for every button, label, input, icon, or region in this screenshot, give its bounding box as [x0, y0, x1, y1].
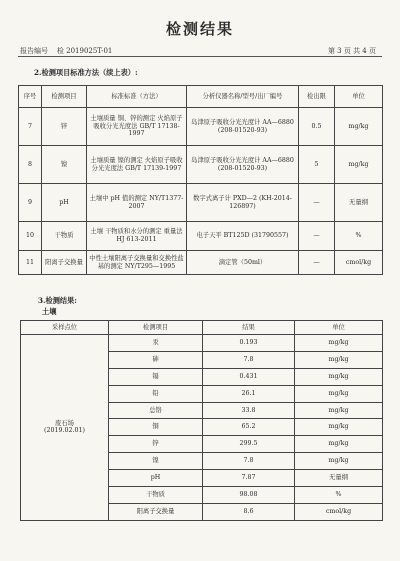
cell-method: 土壤质量 铜、锌的测定 火焰原子吸收分光光度法 GB/T 17138-1997: [87, 108, 187, 146]
section-3-subtitle: 土壤: [42, 307, 57, 316]
cell-item: 铅: [109, 385, 203, 402]
table-row: [19, 222, 383, 251]
cell-result: 7.8: [203, 351, 295, 368]
cell-unit: %: [295, 487, 383, 504]
cell-unit: mg/kg: [295, 402, 383, 419]
cell-item: 汞: [109, 335, 203, 352]
cell-limit: 5: [299, 146, 335, 184]
cell-item: 总铬: [109, 402, 203, 419]
results-table: [20, 320, 383, 521]
cell-method: 中性土壤阳离子交换量和交换性盐基的测定 NY/T295—1995: [87, 251, 187, 275]
cell-limit: 0.5: [299, 108, 335, 146]
cell-limit: —: [299, 184, 335, 222]
header-item: 检测项目: [42, 86, 87, 108]
cell-result: 65.2: [203, 419, 295, 436]
cell-result: 7.8: [203, 453, 295, 470]
cell-unit: 无量纲: [295, 470, 383, 487]
header-divider: [18, 56, 382, 57]
page-info: 第 3 页 共 4 页: [327, 47, 376, 55]
cell-item: 锌: [109, 436, 203, 453]
cell-item: 砷: [109, 351, 203, 368]
cell-instrument: 数字式离子计 PXD—2 (KH-2014-126897): [187, 184, 299, 222]
cell-result: 98.08: [203, 487, 295, 504]
header-result: 结果: [203, 321, 295, 335]
cell-unit: %: [335, 222, 383, 251]
cell-item: 镍: [42, 146, 87, 184]
cell-method: 土壤中 pH 值的测定 NY/T1377-2007: [87, 184, 187, 222]
cell-instrument: 电子天平 BT125D (31790557): [187, 222, 299, 251]
section-3-title: 3.检测结果:: [38, 296, 77, 305]
cell-result: 0.193: [203, 335, 295, 352]
cell-method: 土壤 干物质和水分的测定 重量法 HJ 613-2011: [87, 222, 187, 251]
cell-unit: mg/kg: [335, 108, 383, 146]
cell-result: 299.5: [203, 436, 295, 453]
methods-table: [18, 85, 383, 275]
header-no: 序号: [19, 86, 42, 108]
cell-unit: cmol/kg: [335, 251, 383, 275]
cell-no: 9: [19, 184, 42, 222]
cell-item: 干物质: [42, 222, 87, 251]
section-2-title: 2.检测项目标准方法（续上表）:: [34, 68, 138, 77]
cell-result: 26.1: [203, 385, 295, 402]
table-row: [19, 184, 383, 222]
cell-unit: mg/kg: [295, 419, 383, 436]
cell-result: 0.431: [203, 368, 295, 385]
results-header-row: [21, 321, 383, 335]
sampling-date: (2019.02.01): [44, 427, 85, 435]
sampling-location: 废石场: [55, 419, 74, 427]
cell-no: 8: [19, 146, 42, 184]
report-number-value: 检 2019025T-01: [56, 47, 113, 55]
cell-no: 10: [19, 222, 42, 251]
cell-result: 8.6: [203, 503, 295, 520]
header-unit: 单位: [335, 86, 383, 108]
cell-limit: —: [299, 222, 335, 251]
cell-unit: cmol/kg: [295, 503, 383, 520]
cell-item: pH: [42, 184, 87, 222]
cell-item: 干物质: [109, 487, 203, 504]
cell-unit: mg/kg: [295, 351, 383, 368]
table-row: [19, 251, 383, 275]
cell-item: pH: [109, 470, 203, 487]
cell-instrument: 岛津原子吸收分光光度计 AA—6880 (208-01520-93): [187, 108, 299, 146]
cell-unit: mg/kg: [295, 385, 383, 402]
cell-unit: mg/kg: [295, 453, 383, 470]
cell-result: 7.87: [203, 470, 295, 487]
cell-instrument: 岛津原子吸收分光光度计 AA—6880 (208-01520-93): [187, 146, 299, 184]
cell-result: 33.8: [203, 402, 295, 419]
cell-item: 锌: [42, 108, 87, 146]
cell-unit: mg/kg: [295, 368, 383, 385]
cell-method: 土壤质量 镍的测定 火焰原子吸收分光光度法 GB/T 17139-1997: [87, 146, 187, 184]
cell-unit: mg/kg: [295, 335, 383, 352]
cell-item: 铜: [109, 419, 203, 436]
cell-unit: mg/kg: [295, 436, 383, 453]
sampling-location-cell: [21, 335, 109, 521]
cell-item: 阳离子交换量: [42, 251, 87, 275]
report-number-label: 报告编号: [20, 47, 48, 55]
cell-no: 11: [19, 251, 42, 275]
cell-item: 镍: [109, 453, 203, 470]
methods-header-row: [19, 86, 383, 108]
header-unit: 单位: [295, 321, 383, 335]
page-title: 检测结果: [165, 20, 234, 38]
table-row: [19, 146, 383, 184]
cell-unit: 无量纲: [335, 184, 383, 222]
table-row: [21, 335, 383, 352]
cell-item: 镉: [109, 368, 203, 385]
header-instrument: 分析仪器名称/型号/出厂编号: [187, 86, 299, 108]
cell-item: 阳离子交换量: [109, 503, 203, 520]
header-method: 标准标准（方法）: [87, 86, 187, 108]
cell-limit: —: [299, 251, 335, 275]
cell-no: 7: [19, 108, 42, 146]
header-item: 检测项目: [109, 321, 203, 335]
header-location: 采样点位: [21, 321, 109, 335]
table-row: [19, 108, 383, 146]
report-number: [20, 46, 112, 56]
cell-unit: mg/kg: [335, 146, 383, 184]
cell-instrument: 滴定管（50ml）: [187, 251, 299, 275]
header-limit: 检出限: [299, 86, 335, 108]
